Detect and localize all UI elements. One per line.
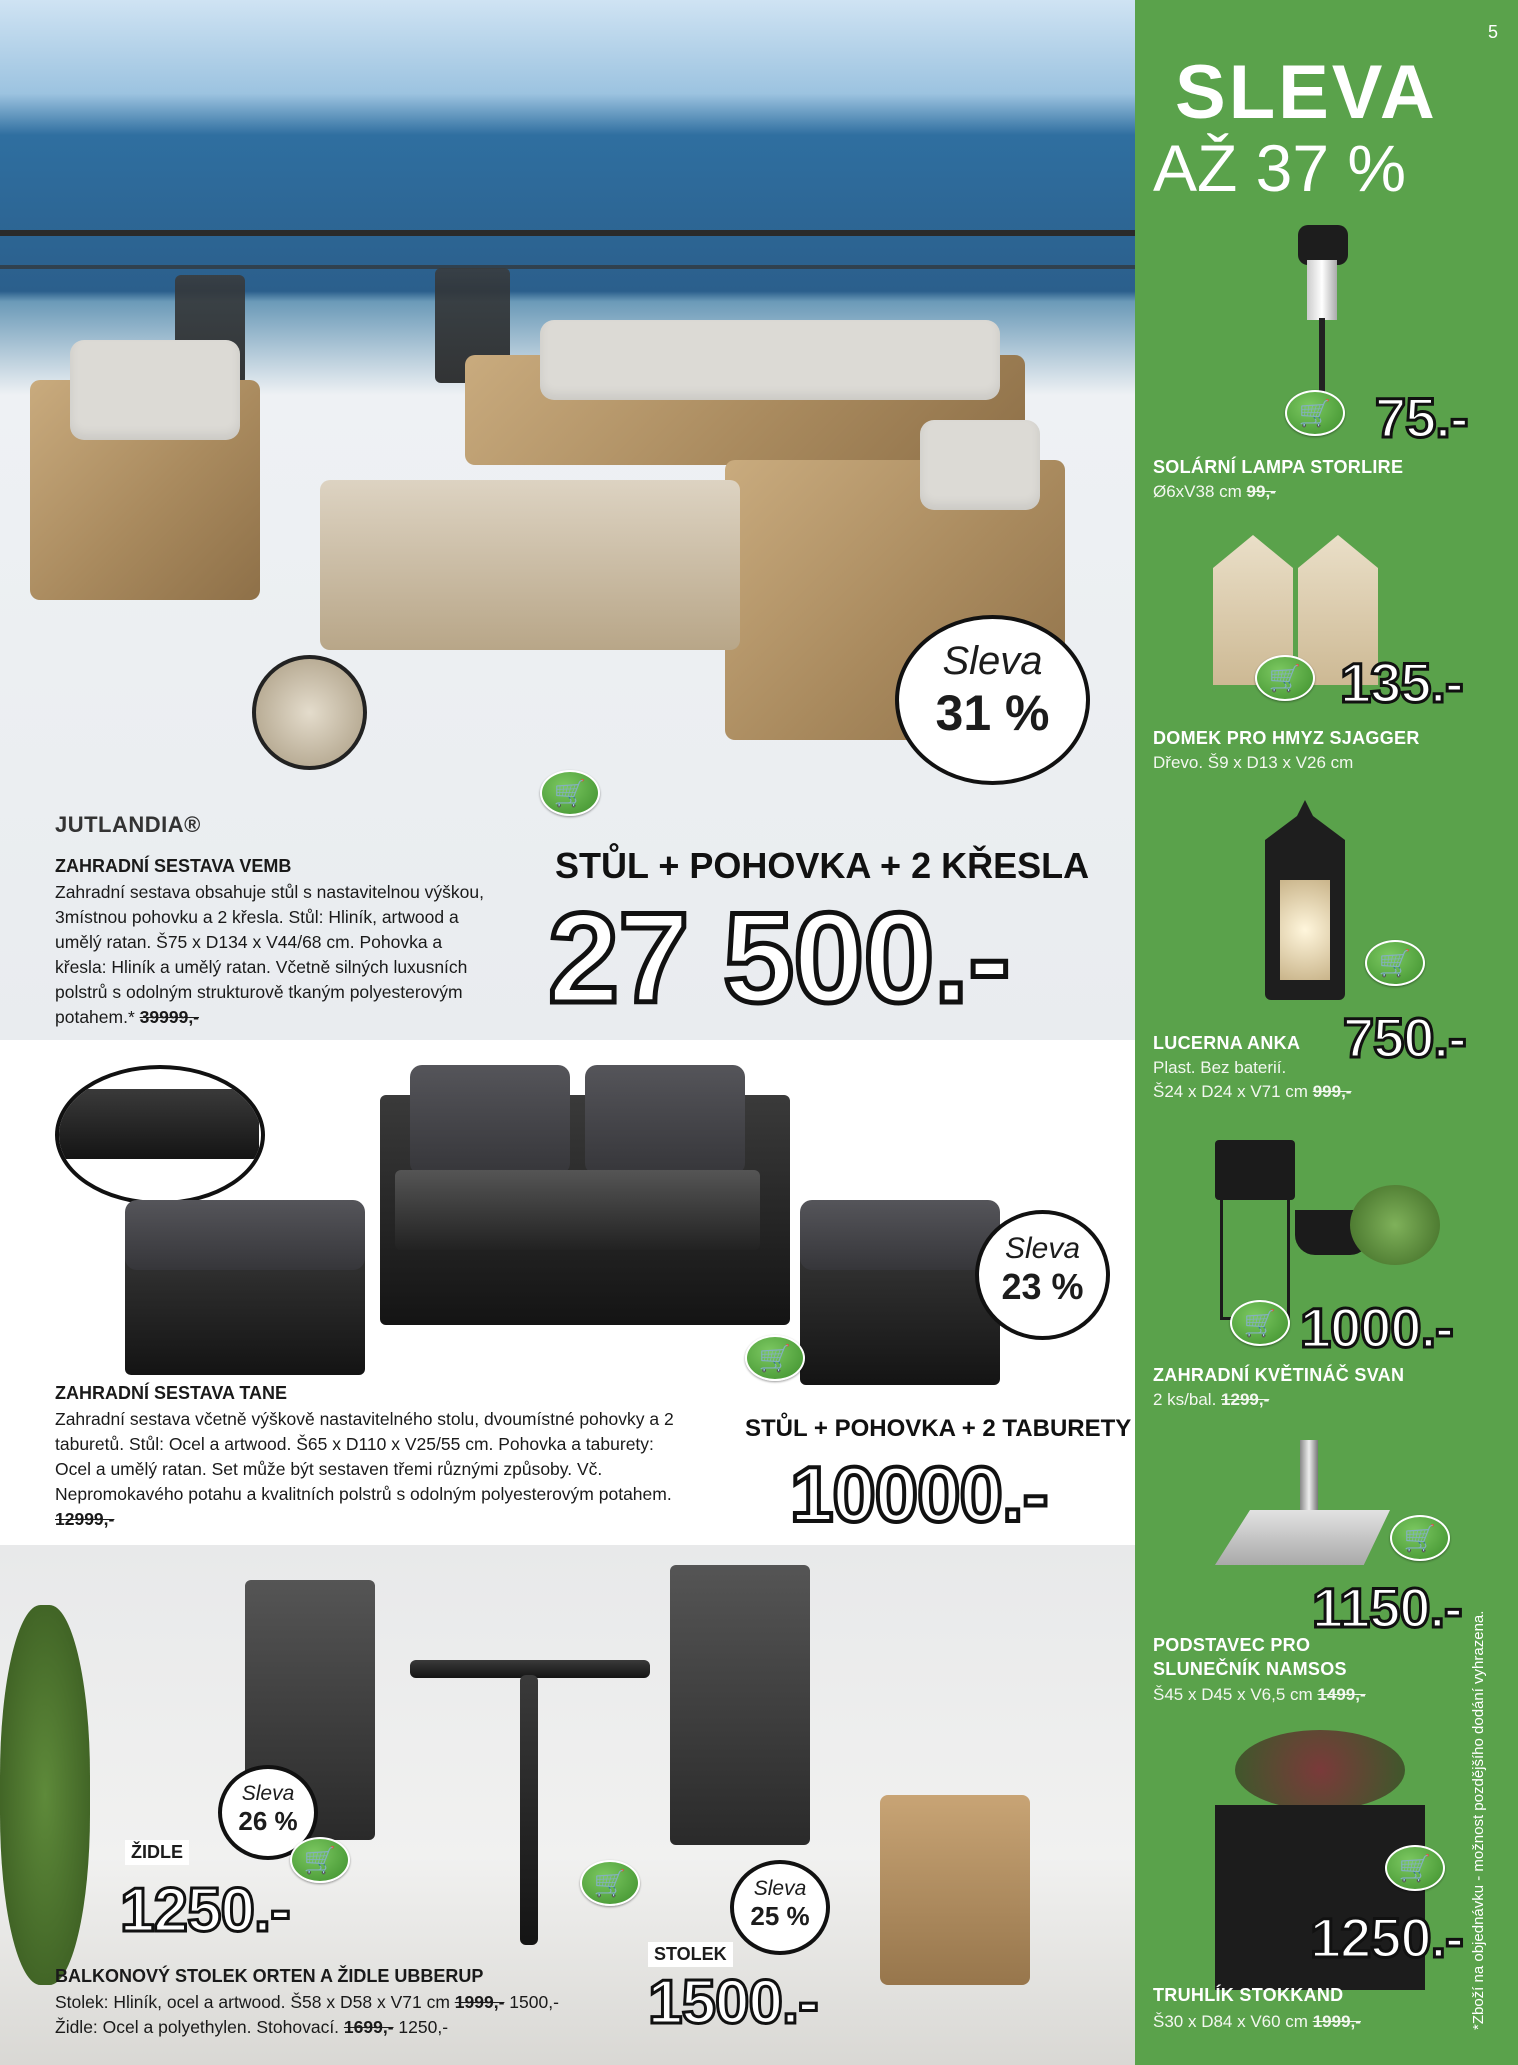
product-description: Stolek: Hliník, ocel a artwood. Š58 x D58 x V71 cm 1999,- 1500,- Židle: Ocel a polyethylen. Stohovací. 1699,- 1250,- (55, 1992, 559, 2037)
cart-icon[interactable]: 🛒 (1390, 1515, 1450, 1561)
plant-image (1350, 1185, 1440, 1265)
product-description: Š45 x D45 x V6,5 cm 1499,- (1153, 1685, 1366, 1704)
cart-icon[interactable]: 🛒 (1385, 1845, 1445, 1891)
table (395, 1170, 760, 1250)
sofa-cushion (540, 320, 1000, 400)
disclaimer: *Zboží na objednávku - možnost pozdějšího dodání vyhrazena. (1470, 1610, 1487, 2030)
price: 10000.- (790, 1450, 1048, 1538)
cart-icon[interactable]: 🛒 (745, 1335, 805, 1381)
page-number: 5 (1487, 22, 1498, 42)
table-leg (520, 1675, 538, 1945)
price: 75.- (1375, 386, 1468, 449)
price: 1250.- (120, 1876, 290, 1945)
product-description: Zahradní sestava obsahuje stůl s nastavitelnou výškou, 3místnou pohovku a 2 křesla. Stůl: Hliník, artwood a umělý ratan. Š75 x D134 x V44/68 cm. Pohovka a křesla: Hliník a umělý ratan. Včetně silných luxusních polstrů s odolným strukturově tkaným polyesterovým potahem.* 39999,- (55, 882, 484, 1027)
product-title: BALKONOVÝ STOLEK ORTEN A ŽIDLE UBBERUP (55, 1966, 484, 1986)
product-title: PODSTAVEC PRO (1153, 1635, 1311, 1655)
cart-icon[interactable]: 🛒 (580, 1860, 640, 1906)
cart-icon[interactable]: 🛒 (1230, 1300, 1290, 1346)
item-label: ŽIDLE (125, 1840, 189, 1865)
detail-inset (252, 655, 367, 770)
chair (670, 1565, 810, 1845)
price: 1150.- (1312, 1576, 1462, 1639)
price: 135.- (1340, 651, 1463, 714)
railing (0, 265, 1135, 269)
lantern-image (1280, 880, 1330, 980)
discount-badge: Sleva 26 % (218, 1765, 318, 1860)
product-description: Zahradní sestava včetně výškově nastavitelného stolu, dvoumístné pohovky a 2 taburetů. Stůl: Ocel a artwood. Š65 x D110 x V25/55 cm. Pohovka a taburety: Ocel a umělý ratan. Set může být sestaven třemi různými způsoby. Vč. Nepromokavého potahu a kvalitních polstrů s odolným polyesterovým potahem. 12999,- (55, 1409, 674, 1529)
product-description: Plast. Bez baterií. Š24 x D24 x V71 cm 999,- (1153, 1058, 1352, 1101)
price: 750.- (1343, 1006, 1466, 1069)
sofa-cushion (410, 1065, 570, 1175)
price: 27 500.- (548, 887, 1010, 1030)
cart-icon[interactable]: 🛒 (1365, 940, 1425, 986)
ottoman-cushion (125, 1200, 365, 1270)
cart-icon[interactable]: 🛒 (290, 1837, 350, 1883)
product-title: LUCERNA ANKA (1153, 1033, 1301, 1053)
cart-icon[interactable]: 🛒 (1285, 390, 1345, 436)
bundle-headline: STŮL + POHOVKA + 2 TABURETY (745, 1415, 1132, 1442)
sofa-cushion (585, 1065, 745, 1175)
price: 1000.- (1300, 1296, 1453, 1359)
table (320, 480, 740, 650)
product-title: ZAHRADNÍ SESTAVA TANE (55, 1383, 287, 1403)
product-title: TRUHLÍK STOKKAND (1153, 1985, 1344, 2005)
orten-photo (0, 1545, 1135, 2065)
solar-lamp-image (1298, 225, 1348, 265)
product-description: 2 ks/bal. 1299,- (1153, 1390, 1270, 1409)
product-title: SOLÁRNÍ LAMPA STORLIRE (1153, 457, 1404, 477)
bundle-headline: STŮL + POHOVKA + 2 KŘESLA (555, 845, 1090, 886)
old-price: 39999,- (139, 1007, 200, 1027)
sale-heading: SLEVA (1175, 50, 1438, 135)
product-title: ZAHRADNÍ SESTAVA VEMB (55, 856, 292, 876)
detail-inset (55, 1065, 265, 1205)
price: 1250.- (1310, 1906, 1463, 1969)
product-title: SLUNEČNÍK NAMSOS (1153, 1659, 1347, 1679)
plant (0, 1605, 90, 1985)
product-title: DOMEK PRO HMYZ SJAGGER (1153, 728, 1420, 748)
sale-subheading: AŽ 37 % (1153, 131, 1407, 205)
armchair-cushion (70, 340, 240, 440)
solar-lamp-image (1307, 260, 1337, 320)
item-label: STOLEK (648, 1942, 733, 1967)
planter (880, 1795, 1030, 1985)
product-title: ZAHRADNÍ KVĚTINÁČ SVAN (1153, 1365, 1405, 1385)
umbrella-base-image (1215, 1510, 1390, 1565)
railing (0, 230, 1135, 236)
discount-badge: Sleva 25 % (730, 1860, 830, 1955)
sale-sidebar (1135, 0, 1518, 2065)
ottoman-cushion (800, 1200, 1000, 1270)
product-description: Š30 x D84 x V60 cm 1999,- (1153, 2012, 1361, 2031)
price: 1500.- (648, 1968, 818, 2037)
planter-image (1215, 1140, 1295, 1200)
armchair-cushion (920, 420, 1040, 510)
cart-icon[interactable]: 🛒 (540, 770, 600, 816)
discount-badge: Sleva 31 % (895, 615, 1090, 785)
product-description: Ø6xV38 cm 99,- (1153, 482, 1276, 501)
brand-logo: JUTLANDIA® (55, 812, 201, 837)
plant-image (1235, 1730, 1405, 1810)
old-price: 12999,- (55, 1509, 115, 1529)
product-description: Dřevo. Š9 x D13 x V26 cm (1153, 753, 1354, 772)
cart-icon[interactable]: 🛒 (1255, 655, 1315, 701)
discount-badge: Sleva 23 % (975, 1210, 1110, 1340)
